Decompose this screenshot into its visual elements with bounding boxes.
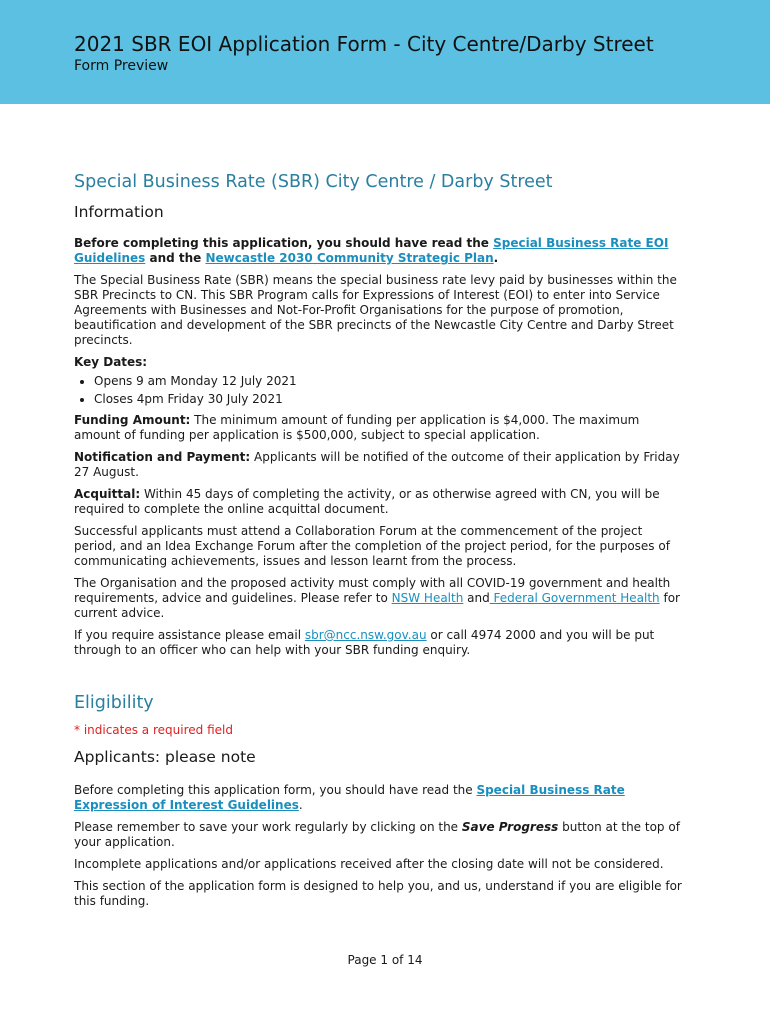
save-note-text: Please remember to save your work regularly by clicking on the [74,820,462,834]
acquittal-label: Acquittal: [74,487,141,501]
form-content [74,170,684,909]
save-note-end: button at the top of your application. [74,820,680,849]
eligibility-intro [74,783,684,813]
save-progress-label: Save Progress [461,820,559,834]
section-title-sbr: Special Business Rate (SBR) City Centre / Darby Street [74,172,553,192]
covid-text: The Organisation and the proposed activity must comply with all COVID-19 government and health requirements, advice and guidelines. Please refer to [74,576,671,605]
page-number: Page 1 of 14 [347,953,423,967]
key-date-open: • Opens 9 am Monday 12 July 2021 [94,374,684,389]
acquittal [74,487,684,517]
intro-paragraph [74,236,684,266]
intro-text: Before completing this application, you should have read the [74,236,494,250]
newcastle-2030-plan-link[interactable]: Newcastle 2030 Community Strategic Plan [205,251,494,265]
eligibility-purpose: This section of the application form is designed to help you, and us, understand if you are eligible for this funding. [74,879,682,908]
assist-text-end: or call 4974 2000 and you will be put through to an officer who can help with your SBR funding enquiry. [74,628,655,657]
incomplete-note: Incomplete applications and/or applications received after the closing date will not be considered. [74,857,664,871]
covid-text-end: for current advice. [74,591,680,620]
intro-text-end: . [493,251,499,265]
notification-label: Notification and Payment: [74,450,251,464]
required-field-note: * indicates a required field [74,723,233,737]
forum-paragraph: Successful applicants must attend a Collaboration Forum at the commencement of the project period, and an Idea Exchange Forum after the completion of the project period, for the purposes of communicating achievements, issues and lesson learnt from the process. [74,524,670,568]
form-subtitle: Form Preview [74,58,169,74]
notification-text: Applicants will be notified of the outcome of their application by Friday 27 August. [74,450,680,479]
sbr-description: The Special Business Rate (SBR) means the special business rate levy paid by businesses within the SBR Precincts to CN. This SBR Program calls for Expressions of Interest (EOI) to enter into Service Agreements with Businesses and Not-For-Profit Organisations for the purpose of promotion, beautification and development of the SBR precincts of the Newcastle City Centre and Darby Street precincts. [74,273,677,347]
eligibility-intro-end: . [298,798,303,812]
assist-text: If you require assistance please email [74,628,305,642]
federal-health-link[interactable]: Federal Government Health [489,591,660,605]
page-header [0,0,770,104]
section-subtitle-information: Information [74,203,164,221]
key-dates-label: Key Dates: [74,355,148,369]
assistance-paragraph [74,628,684,658]
funding-amount [74,413,684,443]
section-title-eligibility: Eligibility [74,693,154,713]
key-date-close: • Closes 4pm Friday 30 July 2021 [94,392,684,407]
nsw-health-link[interactable]: NSW Health [391,591,464,605]
eligibility-intro-text: Before completing this application form, you should have read the [74,783,477,797]
acquittal-text: Within 45 days of completing the activity, or as otherwise agreed with CN, you will be required to complete the online acquittal document. [74,487,660,516]
section-subtitle-applicants: Applicants: please note [74,748,256,766]
key-dates-list [74,374,684,407]
funding-text: The minimum amount of funding per application is $4,000. The maximum amount of funding per application is $500,000, subject to special application. [74,413,640,442]
sbr-eoi-guidelines-link[interactable]: Special Business Rate EOI Guidelines [74,236,669,265]
sbr-email-link[interactable]: sbr@ncc.nsw.gov.au [304,628,427,642]
funding-label: Funding Amount: [74,413,191,427]
save-progress-note [74,820,684,850]
form-title: 2021 SBR EOI Application Form - City Centre/Darby Street [74,32,654,56]
sbr-eoi-guidelines-link-2[interactable]: Special Business Rate Expression of Interest Guidelines [74,783,625,812]
notification-payment [74,450,684,480]
covid-paragraph [74,576,684,621]
covid-text-mid: and [463,591,490,605]
intro-text-mid: and the [145,251,206,265]
